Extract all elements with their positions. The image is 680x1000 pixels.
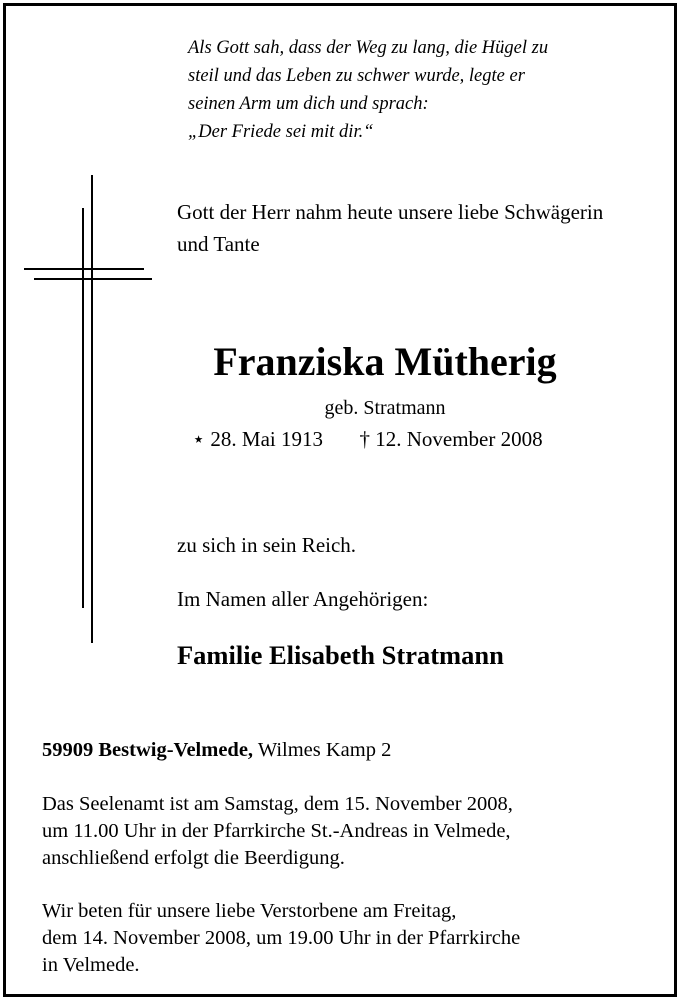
seelenamt-line: anschließend erfolgt die Beerdigung.: [42, 847, 345, 869]
cross-vertical-line: [91, 175, 93, 643]
intro-line: Gott der Herr nahm heute unsere liebe Schwägerin: [177, 200, 604, 224]
prayer-info: [42, 898, 652, 979]
closing-namen: Im Namen aller Angehörigen:: [177, 587, 429, 611]
poem-line: seinen Arm um dich und sprach:: [188, 94, 429, 114]
seelenamt-info: [42, 791, 652, 872]
poem: [188, 34, 648, 146]
cross-horizontal-line: [34, 278, 152, 280]
birth-star-icon: ⋆: [192, 427, 206, 451]
cross-horizontal-line: [24, 268, 144, 270]
seelenamt-line: Das Seelenamt ist am Samstag, dem 15. November 2008,: [42, 793, 513, 815]
prayer-line: dem 14. November 2008, um 19.00 Uhr in der Pfarrkirche: [42, 927, 521, 949]
prayer-line: in Velmede.: [42, 954, 140, 976]
maiden-name: geb. Stratmann: [324, 397, 446, 419]
birth-date: 28. Mai 1913: [210, 427, 323, 451]
closing-reich: zu sich in sein Reich.: [177, 533, 357, 557]
address-city: 59909 Bestwig-Velmede,: [42, 739, 254, 761]
death-date: 12. November 2008: [375, 427, 543, 451]
seelenamt-line: um 11.00 Uhr in der Pfarrkirche St.-Andreas in Velmede,: [42, 820, 511, 842]
address: [42, 735, 391, 765]
poem-line: Als Gott sah, dass der Weg zu lang, die Hügel zu: [188, 38, 549, 58]
intro-line: und Tante: [177, 232, 260, 256]
death-dagger-icon: †: [359, 427, 370, 451]
deceased-name: Franziska Mütherig: [213, 339, 557, 384]
family-signature: Familie Elisabeth Stratmann: [177, 640, 504, 670]
life-dates: [192, 424, 632, 454]
poem-line: steil und das Leben zu schwer wurde, legte er: [188, 66, 525, 86]
intro-text: [177, 196, 667, 260]
address-street: Wilmes Kamp 2: [257, 739, 392, 761]
poem-line: „Der Friede sei mit dir.“: [188, 122, 374, 142]
prayer-line: Wir beten für unsere liebe Verstorbene am Freitag,: [42, 900, 457, 922]
